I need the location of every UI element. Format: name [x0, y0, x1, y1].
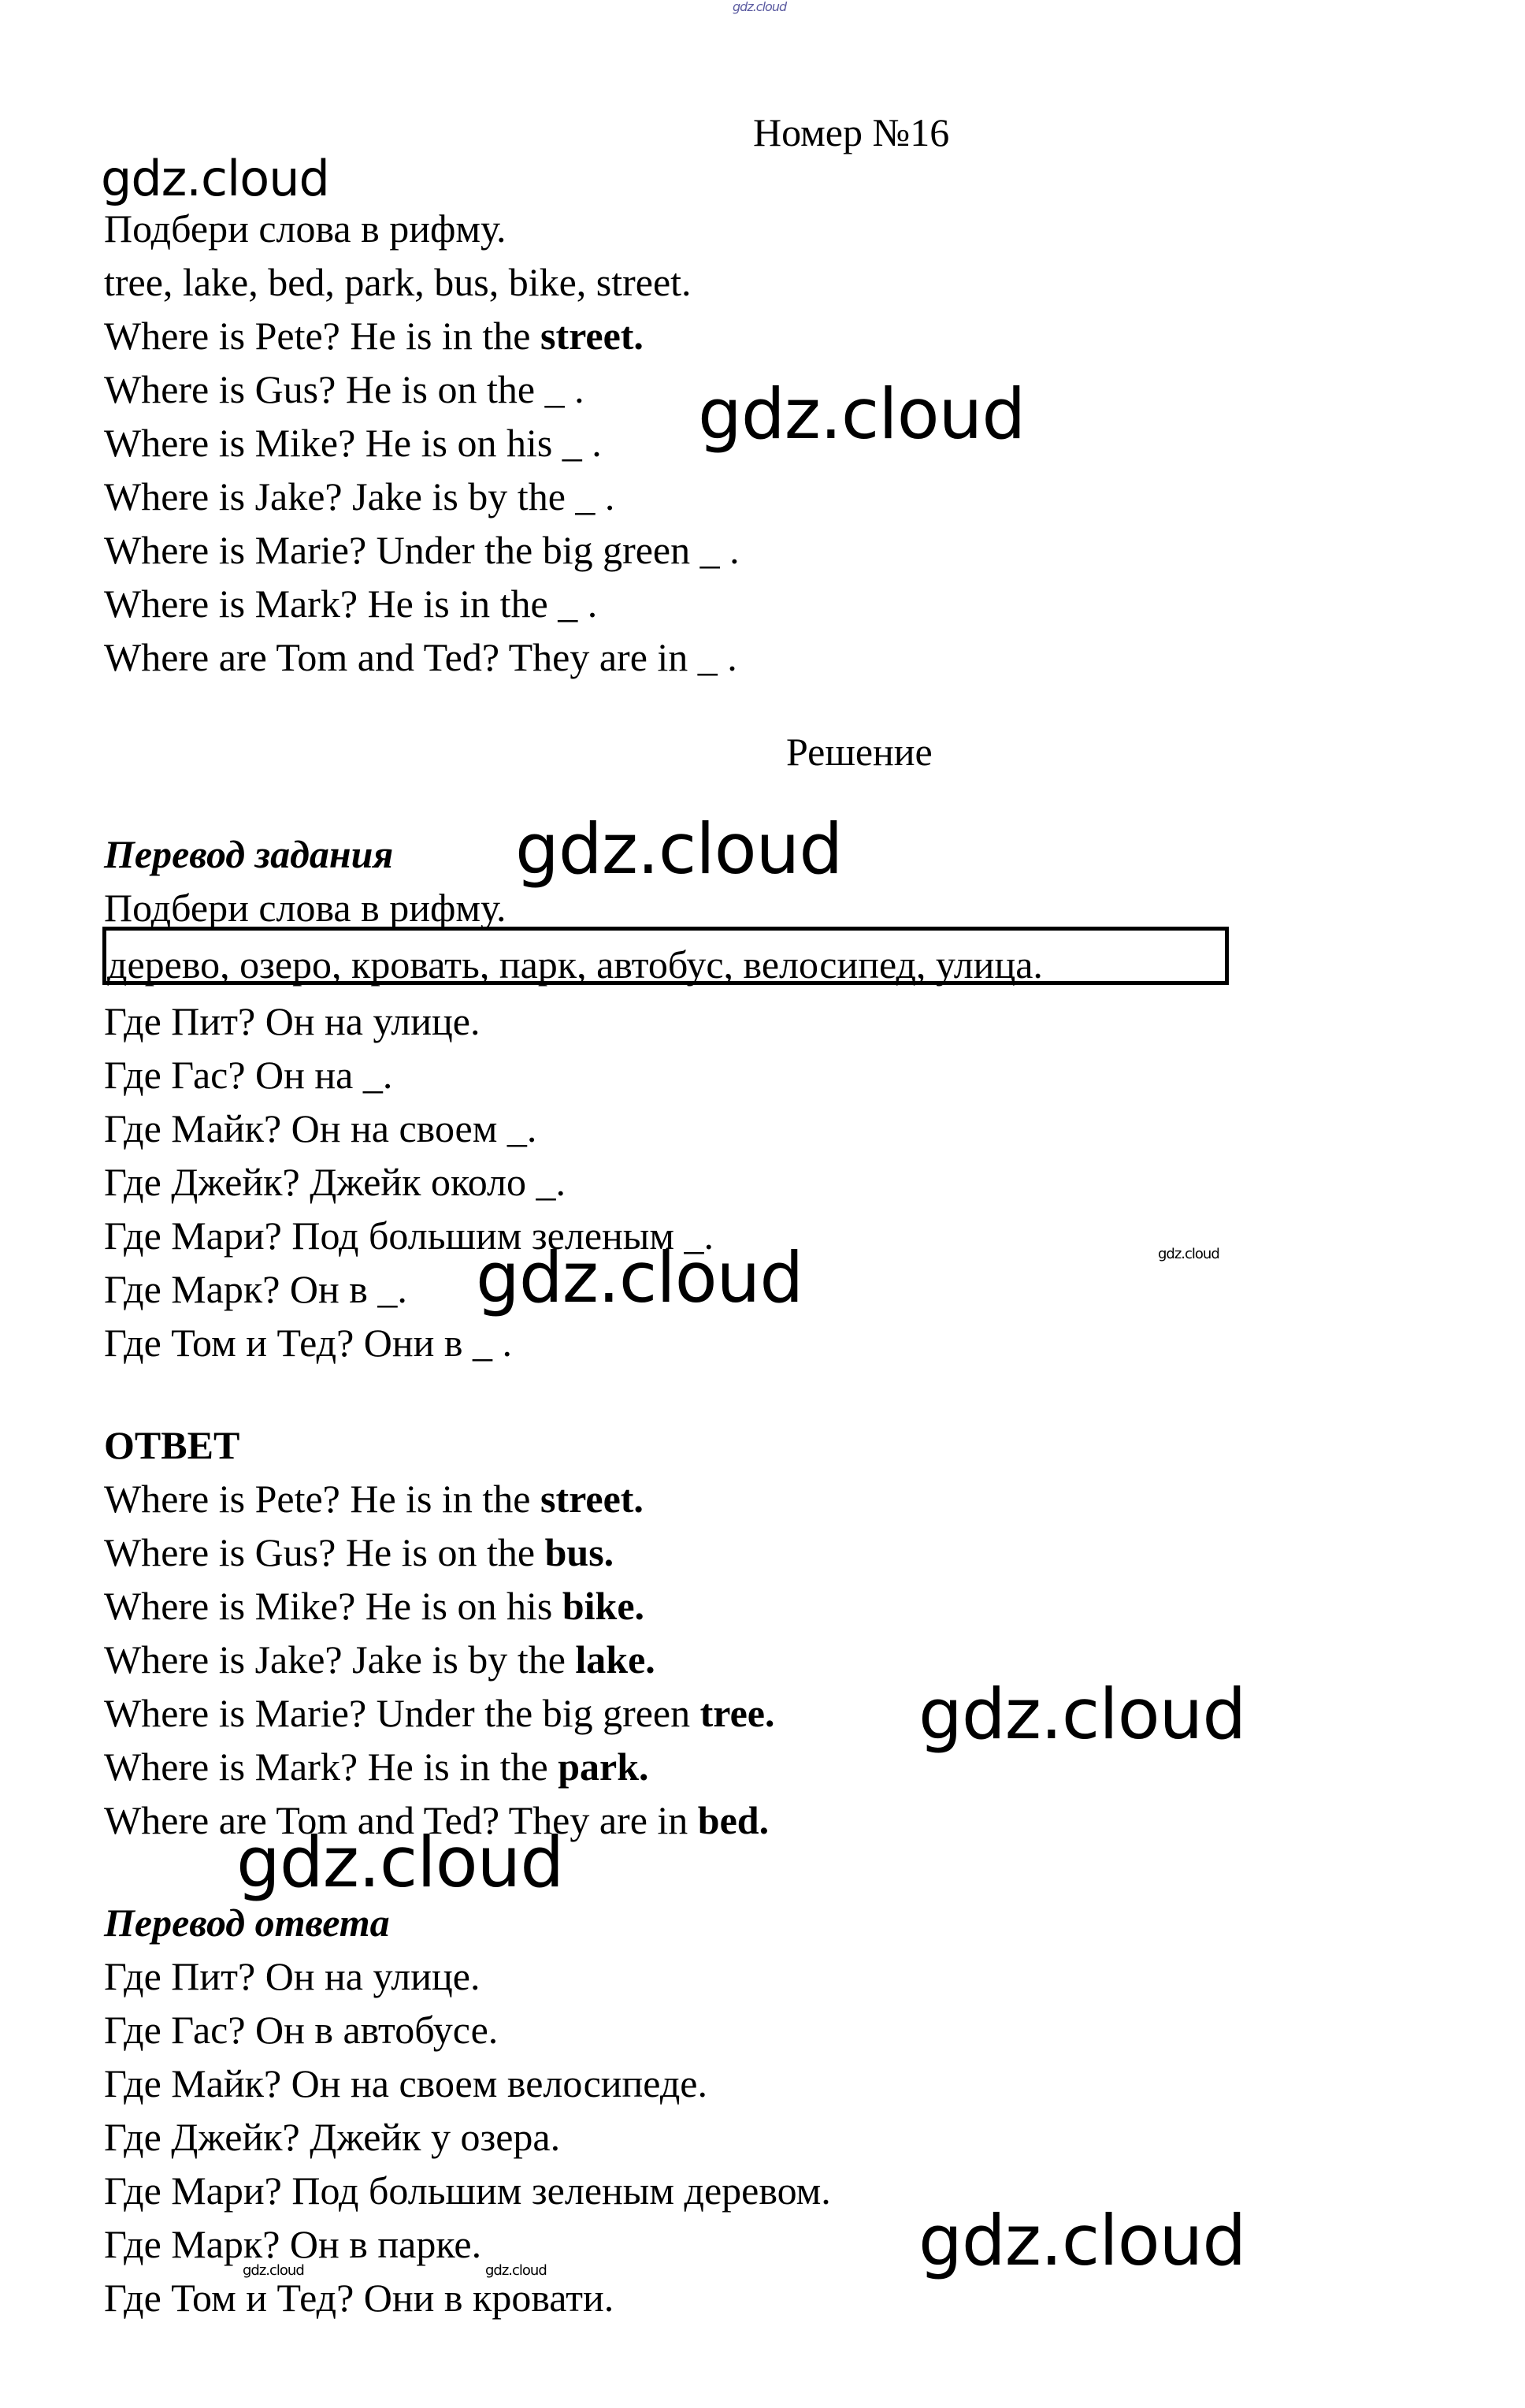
task-line: Where are Tom and Ted? They are in _ . — [104, 635, 737, 679]
watermark-small: gdz.cloud — [243, 2262, 304, 2279]
watermark: gdz.cloud — [515, 808, 843, 890]
task-line: Where is Marie? Under the big green _ . — [104, 528, 740, 572]
answer-line: Where is Marie? Under the big green tree. — [104, 1691, 775, 1735]
answer-translation-heading: Перевод ответа — [104, 1901, 390, 1945]
answer-translation-line: Где Том и Тед? Они в кровати. — [104, 2276, 614, 2320]
translation-line: Где Пит? Он на улице. — [104, 999, 481, 1043]
answer-line: Where is Jake? Jake is by the lake. — [104, 1637, 655, 1682]
answer-line: Where is Gus? He is on the bus. — [104, 1530, 614, 1574]
task-line: Where is Mike? He is on his _ . — [104, 421, 602, 465]
task-translation-heading: Перевод задания — [104, 832, 394, 876]
watermark-small: gdz.cloud — [485, 2262, 547, 2279]
answer-translation-line: Где Марк? Он в парке. — [104, 2222, 482, 2266]
translation-line: Где Майк? Он на своем _. — [104, 1106, 537, 1150]
translation-line: Где Марк? Он в _. — [104, 1267, 407, 1311]
answer-translation-line: Где Гас? Он в автобусе. — [104, 2008, 499, 2052]
solution-title: Решение — [786, 730, 933, 774]
answer-line: Where are Tom and Ted? They are in bed. — [104, 1798, 770, 1842]
answer-heading: ОТВЕТ — [104, 1423, 240, 1467]
translation-line: Где Джейк? Джейк около _. — [104, 1160, 566, 1204]
task-word-list: tree, lake, bed, park, bus, bike, street. — [104, 260, 692, 304]
watermark: gdz.cloud — [918, 1674, 1246, 1755]
task-instruction: Подбери слова в рифму. — [104, 206, 506, 251]
watermark-small: gdz.cloud — [1158, 1246, 1219, 1262]
answer-translation-line: Где Майк? Он на своем велосипеде. — [104, 2061, 707, 2105]
watermark-top: gdz.cloud — [733, 0, 787, 14]
answer-line: Where is Mike? He is on his bike. — [104, 1584, 645, 1628]
page-title: Номер №16 — [753, 110, 950, 154]
task-line: Where is Gus? He is on the _ . — [104, 367, 584, 411]
answer-line: Where is Pete? He is in the street. — [104, 1477, 644, 1521]
answer-line: Where is Mark? He is in the park. — [104, 1745, 649, 1789]
task-line: Where is Mark? He is in the _ . — [104, 582, 598, 626]
task-line: Where is Jake? Jake is by the _ . — [104, 474, 615, 518]
translation-line: Где Том и Тед? Они в _ . — [104, 1321, 513, 1365]
task-line: Where is Pete? He is in the street. — [104, 314, 644, 358]
answer-translation-line: Где Пит? Он на улице. — [104, 1954, 481, 1998]
watermark: gdz.cloud — [918, 2200, 1246, 2281]
answer-translation-line: Где Джейк? Джейк у озера. — [104, 2115, 561, 2159]
watermark: gdz.cloud — [476, 1237, 803, 1318]
translation-instruction: Подбери слова в рифму. — [104, 886, 506, 930]
watermark: gdz.cloud — [236, 1822, 564, 1903]
watermark: gdz.cloud — [698, 373, 1026, 455]
translation-line: Где Гас? Он на _. — [104, 1053, 393, 1097]
translation-word-list: дерево, озеро, кровать, парк, автобус, велосипед, улица. — [107, 942, 1043, 987]
answer-translation-line: Где Мари? Под большим зеленым деревом. — [104, 2168, 831, 2213]
watermark-logo: gdz.cloud — [101, 150, 329, 207]
translation-line: Где Мари? Под большим зеленым _. — [104, 1213, 714, 1258]
